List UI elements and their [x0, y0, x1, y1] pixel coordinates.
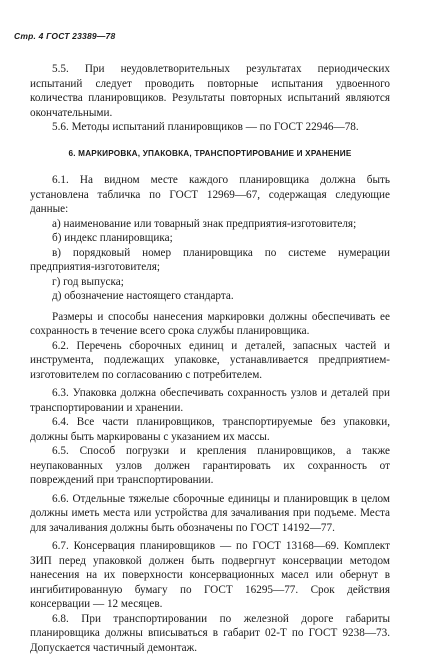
paragraph-6-1: 6.1. На видном месте каждого планировщика должна быть установлена табличка по ГОСТ 12969—67, содержащая следующие данные:: [30, 173, 390, 217]
paragraph-6-5: 6.5. Способ погрузки и крепления планировщиков, а также неупакованных узлов должен гарантировать их сохранность от повреждений при транспортировании.: [30, 444, 390, 488]
list-item-v: в) порядковый номер планировщика по системе нумерации предприятия-изготовителя;: [30, 246, 390, 275]
document-body: [30, 62, 390, 655]
page-header: Стр. 4 ГОСТ 23389—78: [14, 31, 115, 41]
paragraph-6-2: 6.2. Перечень сборочных единиц и деталей, запасных частей и инструмента, подлежащих упаковке, устанавливается предприятием-изготовителем по согласованию с потребителем.: [30, 339, 390, 383]
list-item-b: б) индекс планировщика;: [30, 231, 390, 246]
list-item-d: д) обозначение настоящего стандарта.: [30, 289, 390, 304]
paragraph-6-7: 6.7. Консервация планировщиков — по ГОСТ 13168—69. Комплект ЗИП перед упаковкой должен быть подвергнут консервации методом нанесения на их поверхности консервационных масел или обернут в ингибитированную бумагу по ГОСТ 16295—77. Срок действия консервации — 12 месяцев.: [30, 539, 390, 612]
paragraph-marking-sizes: Размеры и способы нанесения маркировки должны обеспечивать ее сохранность в течение всего срока службы планировщика.: [30, 310, 390, 339]
paragraph-6-3: 6.3. Упаковка должна обеспечивать сохранность узлов и деталей при транспортировании и хранении.: [30, 386, 390, 415]
paragraph-6-6: 6.6. Отдельные тяжелые сборочные единицы и планировщик в целом должны иметь места или устройства для зачаливания при подъеме. Места для зачаливания должны быть обозначены по ГОСТ 14192—77.: [30, 492, 390, 536]
list-item-a: а) наименование или товарный знак предприятия-изготовителя;: [30, 217, 390, 232]
paragraph-5-5: 5.5. При неудовлетворительных результатах периодических испытаний следует проводить повторные испытания удвоенного количества планировщиков. Результаты повторных испытаний являются окончательными.: [30, 62, 390, 120]
list-item-g: г) год выпуска;: [30, 275, 390, 290]
section-heading: 6. МАРКИРОВКА, УПАКОВКА, ТРАНСПОРТИРОВАНИЕ И ХРАНЕНИЕ: [30, 147, 390, 162]
paragraph-5-6: 5.6. Методы испытаний планировщиков — по ГОСТ 22946—78.: [30, 120, 390, 135]
paragraph-6-8: 6.8. При транспортировании по железной дороге габариты планировщика должны вписываться в габарит 02-Т по ГОСТ 9238—73. Допускается частичный демонтаж.: [30, 612, 390, 655]
paragraph-6-4: 6.4. Все части планировщиков, транспортируемые без упаковки, должны быть маркированы с указанием их массы.: [30, 415, 390, 444]
